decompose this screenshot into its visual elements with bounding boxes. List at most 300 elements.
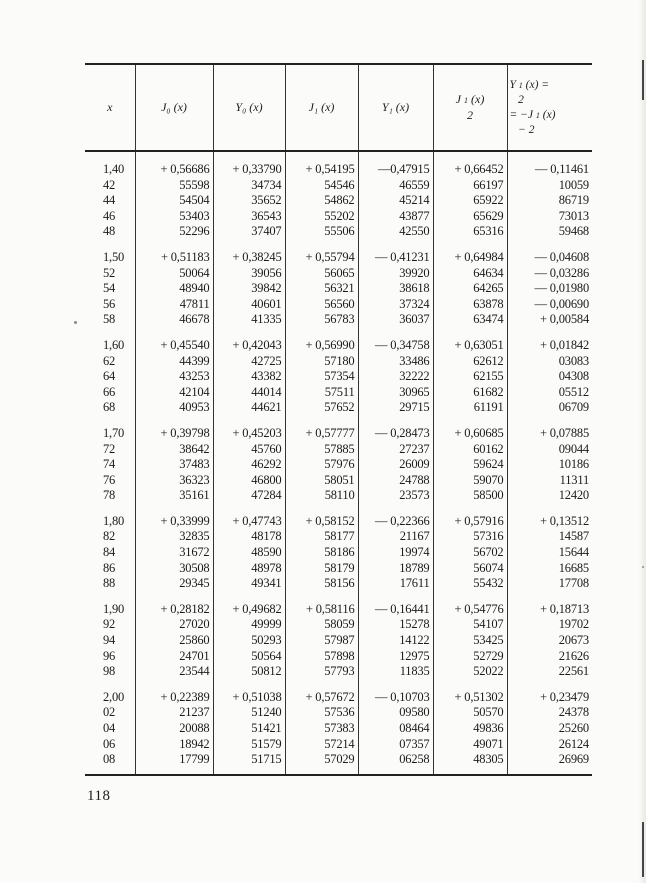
table-cell: 10059 bbox=[507, 178, 592, 194]
table-cell: 29345 bbox=[135, 576, 213, 592]
spacer-cell bbox=[135, 151, 213, 162]
table-row bbox=[85, 193, 592, 209]
table-cell: 64265 bbox=[433, 281, 507, 297]
spacer-cell bbox=[135, 592, 213, 602]
table-row bbox=[85, 633, 592, 649]
header-y-half-letter: Y bbox=[509, 78, 516, 91]
table-cell: + 0,51038 bbox=[213, 690, 285, 706]
spacer-cell bbox=[433, 151, 507, 162]
table-row bbox=[85, 338, 592, 354]
table-cell: 16685 bbox=[507, 561, 592, 577]
table-cell: 65629 bbox=[433, 209, 507, 225]
table-cell: 04308 bbox=[507, 369, 592, 385]
spacer-row bbox=[85, 328, 592, 338]
table-cell: 61191 bbox=[433, 400, 507, 416]
table-row bbox=[85, 488, 592, 504]
table-cell: 39842 bbox=[213, 281, 285, 297]
table-cell: 24701 bbox=[135, 649, 213, 665]
table-cell: + 0,66452 bbox=[433, 162, 507, 178]
table-cell: 57029 bbox=[285, 752, 358, 775]
table-cell: 09044 bbox=[507, 442, 592, 458]
table-cell: 58179 bbox=[285, 561, 358, 577]
spacer-row bbox=[85, 240, 592, 250]
table-row bbox=[85, 649, 592, 665]
table-row bbox=[85, 721, 592, 737]
table-cell: 56074 bbox=[433, 561, 507, 577]
spacer-cell bbox=[213, 151, 285, 162]
table-cell: + 0,18713 bbox=[507, 602, 592, 618]
header-j-half-sub: 1 bbox=[464, 96, 468, 105]
table-cell: 39920 bbox=[358, 266, 433, 282]
spacer-cell bbox=[507, 151, 592, 162]
table-cell: 57885 bbox=[285, 442, 358, 458]
table-cell: 17708 bbox=[507, 576, 592, 592]
table-cell: 05512 bbox=[507, 385, 592, 401]
table-cell: 43253 bbox=[135, 369, 213, 385]
header-y-half bbox=[507, 64, 592, 151]
table-cell: — 0,22366 bbox=[358, 514, 433, 530]
table-cell: 20673 bbox=[507, 633, 592, 649]
header-y-half-equals: = −J bbox=[509, 108, 533, 121]
table-row bbox=[85, 385, 592, 401]
table-cell: 57180 bbox=[285, 354, 358, 370]
table-cell: 26009 bbox=[358, 457, 433, 473]
table-cell: + 0,54195 bbox=[285, 162, 358, 178]
table-row bbox=[85, 281, 592, 297]
spacer-cell bbox=[135, 680, 213, 690]
spacer-cell bbox=[135, 240, 213, 250]
table-cell: 55432 bbox=[433, 576, 507, 592]
table-cell: + 0,45540 bbox=[135, 338, 213, 354]
x-value-cell: 54 bbox=[103, 281, 116, 296]
header-j-half-letter: J bbox=[455, 92, 461, 106]
spacer-cell bbox=[358, 592, 433, 602]
table-cell: 51579 bbox=[213, 737, 285, 753]
table-cell: 48978 bbox=[213, 561, 285, 577]
spacer-cell bbox=[433, 592, 507, 602]
table-cell: 06258 bbox=[358, 752, 433, 775]
table-cell: 48178 bbox=[213, 529, 285, 545]
table-cell: 48940 bbox=[135, 281, 213, 297]
table-row bbox=[85, 576, 592, 592]
table-cell: — 0,00690 bbox=[507, 297, 592, 313]
table-cell: 43382 bbox=[213, 369, 285, 385]
table-cell: + 0,64984 bbox=[433, 250, 507, 266]
table-cell: 49071 bbox=[433, 737, 507, 753]
table-cell: 56560 bbox=[285, 297, 358, 313]
header-y-half-denominator2: − 2 bbox=[518, 123, 535, 136]
x-value-cell: 02 bbox=[103, 705, 116, 720]
table-cell: 40601 bbox=[213, 297, 285, 313]
table-cell: 63878 bbox=[433, 297, 507, 313]
table-cell: 33486 bbox=[358, 354, 433, 370]
table-cell: 56702 bbox=[433, 545, 507, 561]
spacer-cell bbox=[135, 416, 213, 426]
table-cell: — 0,04608 bbox=[507, 250, 592, 266]
x-value-cell: 2,00 bbox=[103, 689, 125, 704]
spacer-cell bbox=[85, 592, 135, 602]
spacer-row bbox=[85, 592, 592, 602]
table-cell: 32222 bbox=[358, 369, 433, 385]
table-cell: 24788 bbox=[358, 473, 433, 489]
x-value-cell: 58 bbox=[103, 312, 116, 327]
x-value-cell: 52 bbox=[103, 265, 116, 280]
table-cell: + 0,39798 bbox=[135, 426, 213, 442]
table-cell: 44014 bbox=[213, 385, 285, 401]
table-cell: 58110 bbox=[285, 488, 358, 504]
x-value-cell: 62 bbox=[103, 353, 116, 368]
spacer-cell bbox=[285, 592, 358, 602]
table-cell: 42104 bbox=[135, 385, 213, 401]
table-row bbox=[85, 705, 592, 721]
table-cell: — 0,34758 bbox=[358, 338, 433, 354]
x-value-cell: 76 bbox=[103, 472, 116, 487]
table-cell: 55506 bbox=[285, 224, 358, 240]
x-value-cell: 84 bbox=[103, 545, 116, 560]
table-cell: 58186 bbox=[285, 545, 358, 561]
table-row bbox=[85, 354, 592, 370]
table-cell: 19702 bbox=[507, 617, 592, 633]
table-row bbox=[85, 752, 592, 775]
table-cell: 54107 bbox=[433, 617, 507, 633]
header-y-half-sub: 1 bbox=[518, 80, 523, 90]
header-y-half-sub2: 1 bbox=[535, 110, 540, 120]
table-cell: 57511 bbox=[285, 385, 358, 401]
table-row bbox=[85, 250, 592, 266]
spacer-cell bbox=[285, 680, 358, 690]
spacer-cell bbox=[507, 416, 592, 426]
table-cell: 57354 bbox=[285, 369, 358, 385]
table-cell: 37483 bbox=[135, 457, 213, 473]
table-cell: 65316 bbox=[433, 224, 507, 240]
table-row bbox=[85, 224, 592, 240]
page-number: 118 bbox=[87, 788, 111, 804]
table-cell: 36323 bbox=[135, 473, 213, 489]
table-cell: 59468 bbox=[507, 224, 592, 240]
table-cell: 42550 bbox=[358, 224, 433, 240]
spacer-cell bbox=[507, 504, 592, 514]
table-cell: 53425 bbox=[433, 633, 507, 649]
spacer-cell bbox=[135, 504, 213, 514]
table-cell: 38642 bbox=[135, 442, 213, 458]
x-value-cell: 56 bbox=[103, 296, 116, 311]
spacer-row bbox=[85, 680, 592, 690]
spacer-cell bbox=[358, 504, 433, 514]
table-cell: 59070 bbox=[433, 473, 507, 489]
table-cell: 47284 bbox=[213, 488, 285, 504]
header-x: x bbox=[85, 64, 135, 151]
table-cell: 52296 bbox=[135, 224, 213, 240]
header-y1: Y₁ (x) bbox=[358, 64, 433, 151]
x-value-cell: 44 bbox=[103, 193, 116, 208]
table-row bbox=[85, 457, 592, 473]
header-y-half-arg: (x) = bbox=[525, 78, 550, 91]
table-row bbox=[85, 297, 592, 313]
table-cell: 36037 bbox=[358, 312, 433, 328]
table-cell: 51715 bbox=[213, 752, 285, 775]
table-cell: 17611 bbox=[358, 576, 433, 592]
table-cell: 15278 bbox=[358, 617, 433, 633]
table-cell: 18942 bbox=[135, 737, 213, 753]
table-cell: 14587 bbox=[507, 529, 592, 545]
table-cell: + 0,57777 bbox=[285, 426, 358, 442]
spacer-cell bbox=[85, 680, 135, 690]
speck bbox=[642, 566, 644, 568]
table-cell: 56065 bbox=[285, 266, 358, 282]
table-cell: 30965 bbox=[358, 385, 433, 401]
x-value-cell: 78 bbox=[103, 488, 116, 503]
edge-mark bbox=[642, 60, 644, 100]
table-cell: 49341 bbox=[213, 576, 285, 592]
spacer-row bbox=[85, 151, 592, 162]
table-cell: 32835 bbox=[135, 529, 213, 545]
table-cell: 58059 bbox=[285, 617, 358, 633]
table-cell: 40953 bbox=[135, 400, 213, 416]
table-cell: 10186 bbox=[507, 457, 592, 473]
table-cell: 46800 bbox=[213, 473, 285, 489]
spacer-cell bbox=[507, 680, 592, 690]
table-cell: 57987 bbox=[285, 633, 358, 649]
x-value-cell: 64 bbox=[103, 369, 116, 384]
table-cell: + 0,22389 bbox=[135, 690, 213, 706]
table-cell: 26969 bbox=[507, 752, 592, 775]
x-value-cell: 82 bbox=[103, 529, 116, 544]
table-cell: 57976 bbox=[285, 457, 358, 473]
table-cell: + 0,07885 bbox=[507, 426, 592, 442]
table-row bbox=[85, 617, 592, 633]
table-cell: — 0,41231 bbox=[358, 250, 433, 266]
table-row bbox=[85, 178, 592, 194]
table-cell: 45214 bbox=[358, 193, 433, 209]
table-cell: 57383 bbox=[285, 721, 358, 737]
table-cell: 22561 bbox=[507, 664, 592, 680]
table-cell: + 0,01842 bbox=[507, 338, 592, 354]
spacer-cell bbox=[358, 680, 433, 690]
header-y-half-denominator: 2 bbox=[518, 93, 524, 106]
bessel-function-table bbox=[85, 63, 592, 776]
table-cell: 35161 bbox=[135, 488, 213, 504]
table-cell: + 0,23479 bbox=[507, 690, 592, 706]
table-cell: 03083 bbox=[507, 354, 592, 370]
table-cell: 54504 bbox=[135, 193, 213, 209]
table-cell: + 0,28182 bbox=[135, 602, 213, 618]
table-cell: 23573 bbox=[358, 488, 433, 504]
spacer-cell bbox=[285, 151, 358, 162]
spacer-cell bbox=[85, 151, 135, 162]
table-body bbox=[85, 151, 592, 775]
table-cell: + 0,57916 bbox=[433, 514, 507, 530]
table-cell: 17799 bbox=[135, 752, 213, 775]
table-cell: + 0,00584 bbox=[507, 312, 592, 328]
table-cell: 09580 bbox=[358, 705, 433, 721]
spacer-cell bbox=[358, 151, 433, 162]
table-cell: 29715 bbox=[358, 400, 433, 416]
table-cell: 61682 bbox=[433, 385, 507, 401]
header-row bbox=[85, 64, 592, 151]
table-cell: 35652 bbox=[213, 193, 285, 209]
table-cell: 42725 bbox=[213, 354, 285, 370]
spacer-cell bbox=[213, 592, 285, 602]
table-cell: 06709 bbox=[507, 400, 592, 416]
table-cell: 49999 bbox=[213, 617, 285, 633]
table-cell: 57536 bbox=[285, 705, 358, 721]
table-row bbox=[85, 400, 592, 416]
table-row bbox=[85, 209, 592, 225]
table-cell: + 0,63051 bbox=[433, 338, 507, 354]
table-cell: — 0,01980 bbox=[507, 281, 592, 297]
table-cell: 07357 bbox=[358, 737, 433, 753]
table-cell: 57652 bbox=[285, 400, 358, 416]
table-cell: 46292 bbox=[213, 457, 285, 473]
table-cell: 21167 bbox=[358, 529, 433, 545]
table-cell: 46678 bbox=[135, 312, 213, 328]
table-cell: 56321 bbox=[285, 281, 358, 297]
x-value-cell: 66 bbox=[103, 384, 116, 399]
x-value-cell: 96 bbox=[103, 648, 116, 663]
edge-mark bbox=[642, 822, 644, 877]
x-value-cell: 1,70 bbox=[103, 425, 125, 440]
spacer-cell bbox=[358, 416, 433, 426]
table-cell: 12420 bbox=[507, 488, 592, 504]
table-cell: 66197 bbox=[433, 178, 507, 194]
table-cell: 65922 bbox=[433, 193, 507, 209]
table-cell: 58051 bbox=[285, 473, 358, 489]
table-cell: + 0,56990 bbox=[285, 338, 358, 354]
table-row bbox=[85, 602, 592, 618]
x-value-cell: 1,60 bbox=[103, 337, 125, 352]
table-cell: 14122 bbox=[358, 633, 433, 649]
x-value-cell: 48 bbox=[103, 224, 116, 239]
x-value-cell: 98 bbox=[103, 664, 116, 679]
spacer-cell bbox=[85, 416, 135, 426]
spacer-cell bbox=[433, 680, 507, 690]
table-cell: + 0,47743 bbox=[213, 514, 285, 530]
table-cell: + 0,58152 bbox=[285, 514, 358, 530]
table-cell: 43877 bbox=[358, 209, 433, 225]
x-value-cell: 46 bbox=[103, 208, 116, 223]
table-cell: 27237 bbox=[358, 442, 433, 458]
table-cell: 50064 bbox=[135, 266, 213, 282]
table-cell: + 0,56686 bbox=[135, 162, 213, 178]
table-cell: 47811 bbox=[135, 297, 213, 313]
x-value-cell: 88 bbox=[103, 576, 116, 591]
x-value-cell: 94 bbox=[103, 633, 116, 648]
spacer-cell bbox=[433, 504, 507, 514]
x-value-cell: 92 bbox=[103, 617, 116, 632]
header-j0: J₀ (x) bbox=[135, 64, 213, 151]
table-cell: 44399 bbox=[135, 354, 213, 370]
table-cell: 51421 bbox=[213, 721, 285, 737]
table-cell: 50293 bbox=[213, 633, 285, 649]
table-cell: — 0,16441 bbox=[358, 602, 433, 618]
table-cell: 50564 bbox=[213, 649, 285, 665]
table-cell: 24378 bbox=[507, 705, 592, 721]
x-value-cell: 1,40 bbox=[103, 162, 125, 176]
table-cell: + 0,55794 bbox=[285, 250, 358, 266]
table-cell: — 0,28473 bbox=[358, 426, 433, 442]
table-cell: —0,47915 bbox=[358, 162, 433, 178]
table-row bbox=[85, 529, 592, 545]
table-cell: 57898 bbox=[285, 649, 358, 665]
table-cell: + 0,58116 bbox=[285, 602, 358, 618]
table-cell: 34734 bbox=[213, 178, 285, 194]
table-cell: 60162 bbox=[433, 442, 507, 458]
spacer-cell bbox=[507, 328, 592, 338]
table-row bbox=[85, 442, 592, 458]
table-row bbox=[85, 545, 592, 561]
table-cell: 23544 bbox=[135, 664, 213, 680]
table-cell: 48305 bbox=[433, 752, 507, 775]
table-cell: + 0,49682 bbox=[213, 602, 285, 618]
x-value-cell: 86 bbox=[103, 560, 116, 575]
x-value-cell: 1,90 bbox=[103, 601, 125, 616]
table-cell: 21237 bbox=[135, 705, 213, 721]
table-cell: 26124 bbox=[507, 737, 592, 753]
spacer-cell bbox=[507, 592, 592, 602]
spacer-cell bbox=[358, 240, 433, 250]
table-row bbox=[85, 690, 592, 706]
spacer-row bbox=[85, 416, 592, 426]
spacer-cell bbox=[85, 504, 135, 514]
table-cell: + 0,33999 bbox=[135, 514, 213, 530]
x-value-cell: 08 bbox=[85, 752, 135, 775]
header-y0: Y₀ (x) bbox=[213, 64, 285, 151]
table-cell: 20088 bbox=[135, 721, 213, 737]
spacer-row bbox=[85, 504, 592, 514]
spacer-cell bbox=[507, 240, 592, 250]
table-cell: 56783 bbox=[285, 312, 358, 328]
header-j1: J₁ (x) bbox=[285, 64, 358, 151]
table-cell: + 0,51302 bbox=[433, 690, 507, 706]
x-value-cell: 06 bbox=[103, 736, 116, 751]
table-cell: 64634 bbox=[433, 266, 507, 282]
table-cell: 37324 bbox=[358, 297, 433, 313]
spacer-cell bbox=[433, 240, 507, 250]
spacer-cell bbox=[285, 416, 358, 426]
spacer-cell bbox=[213, 680, 285, 690]
spacer-cell bbox=[433, 416, 507, 426]
table-cell: 55598 bbox=[135, 178, 213, 194]
spacer-cell bbox=[85, 240, 135, 250]
table-cell: 53403 bbox=[135, 209, 213, 225]
table-cell: 25260 bbox=[507, 721, 592, 737]
table-cell: 38618 bbox=[358, 281, 433, 297]
spacer-cell bbox=[285, 328, 358, 338]
spacer-cell bbox=[85, 328, 135, 338]
table-row bbox=[85, 369, 592, 385]
table-cell: + 0,57672 bbox=[285, 690, 358, 706]
table-row bbox=[85, 664, 592, 680]
table-cell: 48590 bbox=[213, 545, 285, 561]
table-cell: 36543 bbox=[213, 209, 285, 225]
x-value-cell: 74 bbox=[103, 457, 116, 472]
table-cell: + 0,45203 bbox=[213, 426, 285, 442]
table-cell: 31672 bbox=[135, 545, 213, 561]
table-cell: 52729 bbox=[433, 649, 507, 665]
table-cell: — 0,11461 bbox=[507, 162, 592, 178]
table-cell: 58177 bbox=[285, 529, 358, 545]
table-cell: 18789 bbox=[358, 561, 433, 577]
spacer-cell bbox=[213, 416, 285, 426]
table-cell: 12975 bbox=[358, 649, 433, 665]
table-cell: + 0,54776 bbox=[433, 602, 507, 618]
table-cell: 45760 bbox=[213, 442, 285, 458]
table-cell: 37407 bbox=[213, 224, 285, 240]
header-j-half-arg: (x) bbox=[471, 92, 485, 106]
header-y-half-arg2: (x) bbox=[542, 108, 556, 121]
table-cell: 62612 bbox=[433, 354, 507, 370]
spacer-cell bbox=[358, 328, 433, 338]
